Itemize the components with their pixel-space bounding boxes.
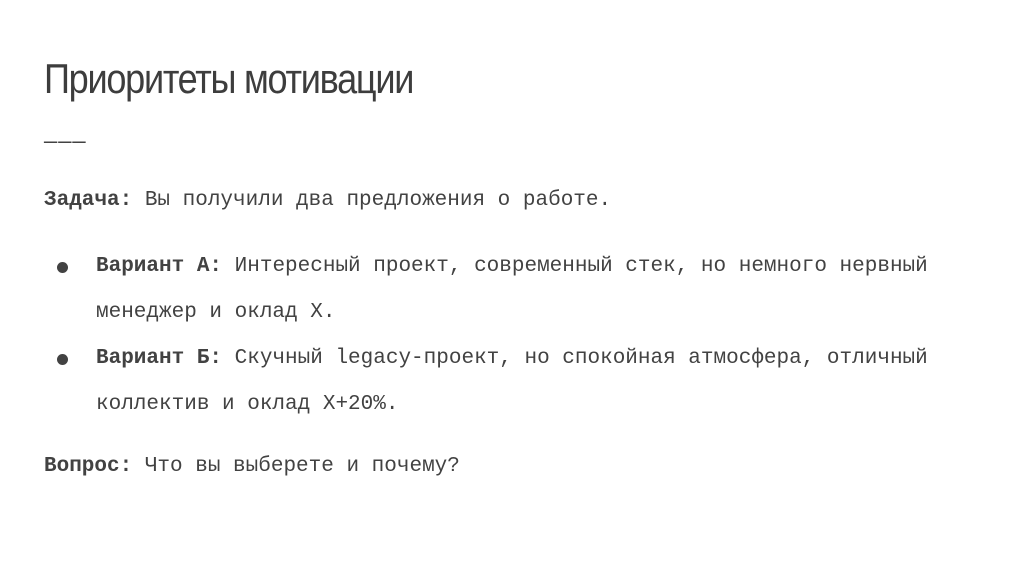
bullet-icon: [57, 354, 68, 365]
options-list: [44, 244, 1004, 428]
option-b-item: [44, 336, 1004, 428]
question-label: Вопрос:: [44, 455, 133, 478]
task-label: Задача:: [44, 189, 133, 212]
task-text: Вы получили два предложения о работе.: [132, 189, 612, 212]
title-underline: ———: [44, 130, 87, 155]
task-paragraph: [44, 186, 611, 216]
option-b-text: Скучный legacy-проект, но спокойная атмосфера, отличный коллектив и оклад X+20%.: [96, 347, 928, 416]
option-a-text: Интересный проект, современный стек, но немного нервный менеджер и оклад X.: [96, 255, 928, 324]
question-text: Что вы выберете и почему?: [132, 455, 460, 478]
question-paragraph: [44, 452, 460, 482]
bullet-icon: [57, 262, 68, 273]
slide-title: Приоритеты мотивации: [44, 55, 414, 102]
option-a-label: Вариант А:: [96, 255, 223, 278]
option-b-label: Вариант Б:: [96, 347, 223, 370]
option-a-item: [44, 244, 1004, 336]
